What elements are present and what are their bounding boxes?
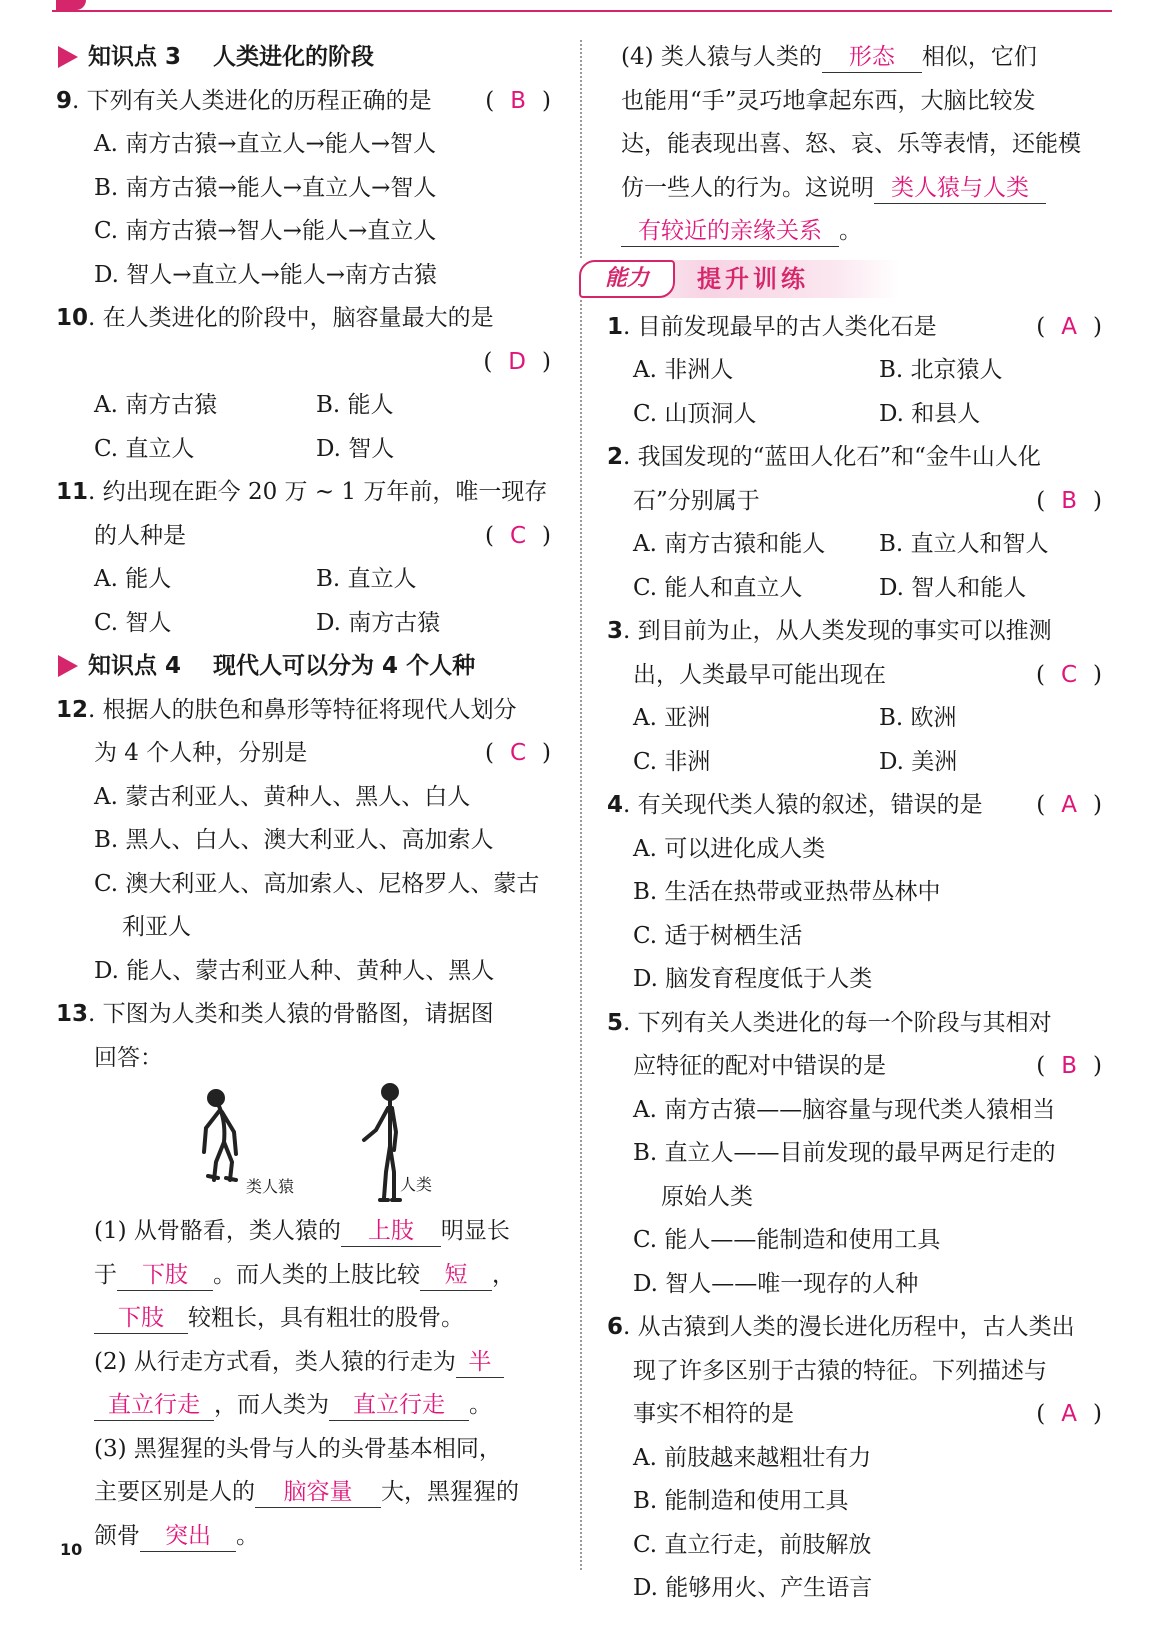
answer-bracket: ( A ) <box>1036 792 1104 818</box>
ability-title: 提升训练 <box>697 264 809 293</box>
answer-blank: 突出 <box>140 1521 236 1552</box>
question-r1: 1. 目前发现最早的古人类化石是 ( A ) <box>607 306 1112 350</box>
question-r4: 4. 有关现代类人猿的叙述，错误的是 ( A ) <box>607 784 1112 828</box>
option: B. 欧洲 <box>879 705 957 731</box>
option: B. 生活在热带或亚热带丛林中 <box>633 879 941 905</box>
human-skeleton-icon <box>364 1085 400 1200</box>
option: B. 能人 <box>316 392 394 418</box>
answer-blank: 类人猿与人类 <box>874 173 1046 204</box>
answer: A <box>1061 1401 1080 1427</box>
option: C. 山顶洞人 <box>633 400 757 427</box>
question-9: 9. 下列有关人类进化的历程正确的是 ( B ) <box>56 80 561 124</box>
question-r3: 3. 到目前为止，从人类发现的事实可以推测 <box>607 618 1052 644</box>
option: C. 非洲 <box>633 748 711 775</box>
answer-blank: 半 <box>456 1347 504 1378</box>
option: B. 南方古猿→能人→直立人→智人 <box>94 174 437 201</box>
answer-blank: 形态 <box>822 42 922 73</box>
option: A. 可以进化成人类 <box>633 835 826 862</box>
page-number: 10 <box>60 1540 83 1559</box>
option: C. 适于树栖生活 <box>633 922 803 949</box>
option: A. 南方古猿和能人 <box>633 531 826 557</box>
answer-bracket: ( C ) <box>484 740 553 766</box>
triangle-icon <box>58 46 78 68</box>
option: D. 能人、蒙古利亚人种、黄种人、黑人 <box>94 957 495 984</box>
skeleton-figure <box>194 1080 444 1210</box>
option: D. 智人和能人 <box>879 574 1027 601</box>
question-12: 12. 根据人的肤色和鼻形等特征将现代人划分 <box>56 696 517 723</box>
option: C. 能人和直立人 <box>633 574 803 601</box>
answer: C <box>509 740 529 766</box>
question-r2: 2. 我国发现的“蓝田人化石”和“金牛山人化 <box>607 444 1041 470</box>
option: A. 能人 <box>94 566 172 592</box>
option: D. 脑发育程度低于人类 <box>633 966 873 992</box>
right-column: (4) 类人猿与人类的 形态 相似，它们 也能用“手”灵巧地拿起东西，大脑比较发 达，能表现出喜、怒、哀、乐等表情，还能模 仿一些人的行为。这说明 类人猿与人类 有较近的亲缘关系 。 能力 提升训练 1. 目前发现最早的古人类化石是 ( A ) A. 非洲人 B. 北京猿人 C. 山顶洞人 D. 和县人 2. 我国发现的“蓝田人化石”和“金牛山人化 石”分别属于 ( B ) A. 南方古猿和能人 B. 直立人和智人 C. 能人和直立人 D. 智人和能人 3. 到目前为止，从人类发现的事实可以推测 出，人类最早可能出现在 ( C ) A. 亚洲 B. 欧洲 C. 非洲 D. 美洲 4. 有关现代类人猿的叙述，错误的是 ( A ) A. 可以进化成人类 B. 生活在热带或亚热带丛林中 C. 适于树栖生活 D. 脑发育程度低于人类 5. 下列有关人类进化的每一个阶段与其相对 应特征的配对中错误的是 ( B ) A. 南方古猿——脑容量与现代类人猿相当 B. 直立人——目前发现的最早两足行走的 原始人类 C. 能人——能制造和使用工具 D. 智人——唯一现存的人种 6. 从古猿到人类的漫长进化历程中，古人类出 现了许多区别于古猿的特征。下列描述与 事实不相符的是 ( A ) A. 前肢越来越粗壮有力 B. 能制造和使用工具 C. 直立行走，前肢解放 D. 能够用火、产生语言 <box>607 36 1112 1611</box>
option: A. 前肢越来越粗壮有力 <box>633 1444 872 1471</box>
question-r5: 5. 下列有关人类进化的每一个阶段与其相对 <box>607 1009 1052 1036</box>
option-continued: 原始人类 <box>661 1183 753 1210</box>
answer: B <box>1061 1053 1080 1079</box>
label-ape: 类人猿 <box>246 1177 295 1196</box>
answer-blank: 下肢 <box>117 1260 213 1291</box>
option: D. 智人→直立人→能人→南方古猿 <box>94 261 438 288</box>
option: B. 直立人和智人 <box>879 531 1049 557</box>
header-rule <box>52 0 1112 12</box>
answer-bracket: ( B ) <box>485 87 553 114</box>
answer-bracket: ( C ) <box>484 522 553 549</box>
answer-blank: 直立行走 <box>94 1390 214 1421</box>
option: C. 南方古猿→智人→能人→直立人 <box>94 218 437 244</box>
option: A. 南方古猿→直立人→能人→智人 <box>94 131 437 157</box>
answer-bracket: ( C ) <box>1035 661 1104 688</box>
option: B. 黑人、白人、澳大利亚人、高加索人 <box>94 827 494 853</box>
option: D. 智人 <box>316 435 395 462</box>
answer-bracket: ( B ) <box>1036 1053 1104 1079</box>
answer: B <box>510 87 529 114</box>
option: A. 非洲人 <box>633 357 734 383</box>
option-continued: 利亚人 <box>122 914 191 940</box>
option: D. 美洲 <box>879 748 958 775</box>
answer: C <box>509 522 529 549</box>
option: B. 直立人——目前发现的最早两足行走的 <box>633 1140 1056 1166</box>
answer-bracket: ( B ) <box>1036 487 1104 514</box>
option: A. 亚洲 <box>633 705 711 731</box>
left-column: 知识点 3 人类进化的阶段 9. 下列有关人类进化的历程正确的是 ( B ) A. 南方古猿→直立人→能人→智人 B. 南方古猿→能人→直立人→智人 C. 南方古猿→智人→能人→直立人 D. 智人→直立人→能人→南方古猿 10. 在人类进化的阶段中，脑容量最大的是 ( D ) A. 南方古猿 B. 能人 C. 直立人 D. 智人 11. 约出现在距今 20 万 ~ 1 万年前，唯一现存 的人种是 ( C ) A. 能人 B. 直立人 C. 智人 D. 南方古猿 知识点 4 现代人可以分为 4 个人种 12. 根据人的肤色和鼻形等特征将现代人划分 为 4 个人种，分别是 ( C ) A. 蒙古利亚人、黄种人、黑人、白人 B. 黑人、白人、澳大利亚人、高加索人 C. 澳大利亚人、高加索人、尼格罗人、蒙古 利亚人 D. 能人、蒙古利亚人种、黄种人、黑人 13. 下图为人类和类人猿的骨骼图，请据图 回答： 类人猿 人类 (1) 从骨骼看，类人猿的 上肢 明显长 于 下肢 。而人类的上肢比较 短 ， 下肢 较粗长，具有粗壮的股骨。 (2) 从行走方式看，类人猿的行走为 半 直立行走 ，而人类为 直立行走 。 (3) 黑猩猩的头骨与人的头骨基本相同， 主要区别是人的 脑容量 大，黑猩猩的 颌骨 突出 。 <box>56 36 561 1558</box>
section-banner-ability <box>579 256 1112 302</box>
answer-blank: 短 <box>420 1260 492 1291</box>
answer-bracket: ( A ) <box>1036 313 1104 340</box>
option: D. 智人——唯一现存的人种 <box>633 1270 919 1297</box>
option: C. 智人 <box>94 609 172 636</box>
section-heading-kp3: 知识点 3 人类进化的阶段 <box>56 36 561 80</box>
answer: A <box>1061 313 1080 340</box>
option: A. 南方古猿 <box>94 392 218 418</box>
question-r6: 6. 从古猿到人类的漫长进化历程中，古人类出 <box>607 1314 1075 1340</box>
answer-blank: 下肢 <box>94 1303 188 1334</box>
option: D. 南方古猿 <box>316 609 441 636</box>
answer: B <box>1061 487 1080 514</box>
label-human: 人类 <box>400 1175 433 1194</box>
option: B. 直立人 <box>316 566 417 592</box>
option: B. 北京猿人 <box>879 357 1003 383</box>
answer-bracket: ( A ) <box>1036 1401 1104 1427</box>
answer-blank: 上肢 <box>341 1216 441 1247</box>
answer: D <box>508 348 529 375</box>
answer: C <box>1060 661 1080 688</box>
option: C. 能人——能制造和使用工具 <box>633 1227 941 1253</box>
option: A. 蒙古利亚人、黄种人、黑人、白人 <box>94 783 471 810</box>
option: D. 和县人 <box>879 400 981 427</box>
option: D. 能够用火、产生语言 <box>633 1575 873 1601</box>
answer-blank: 有较近的亲缘关系 <box>621 216 839 247</box>
ape-skeleton-icon <box>204 1091 236 1180</box>
ability-badge: 能力 <box>579 260 675 298</box>
answer-blank: 直立行走 <box>329 1390 469 1421</box>
option: A. 南方古猿——脑容量与现代类人猿相当 <box>633 1096 1056 1123</box>
section-heading-kp4: 知识点 4 现代人可以分为 4 个人种 <box>56 645 561 689</box>
question-13: 13. 下图为人类和类人猿的骨骼图，请据图 <box>56 1001 494 1027</box>
answer-bracket: ( D ) <box>483 348 553 375</box>
question-10: 10. 在人类进化的阶段中，脑容量最大的是 <box>56 305 494 331</box>
question-11: 11. 约出现在距今 20 万 ~ 1 万年前，唯一现存 <box>56 479 548 505</box>
option: C. 直立人 <box>94 435 195 462</box>
option: C. 直立行走，前肢解放 <box>633 1531 872 1558</box>
answer-blank: 脑容量 <box>255 1477 381 1508</box>
answer: A <box>1061 792 1080 818</box>
option: C. 澳大利亚人、高加索人、尼格罗人、蒙古 <box>94 870 540 897</box>
option: B. 能制造和使用工具 <box>633 1488 849 1514</box>
triangle-icon <box>58 655 78 677</box>
